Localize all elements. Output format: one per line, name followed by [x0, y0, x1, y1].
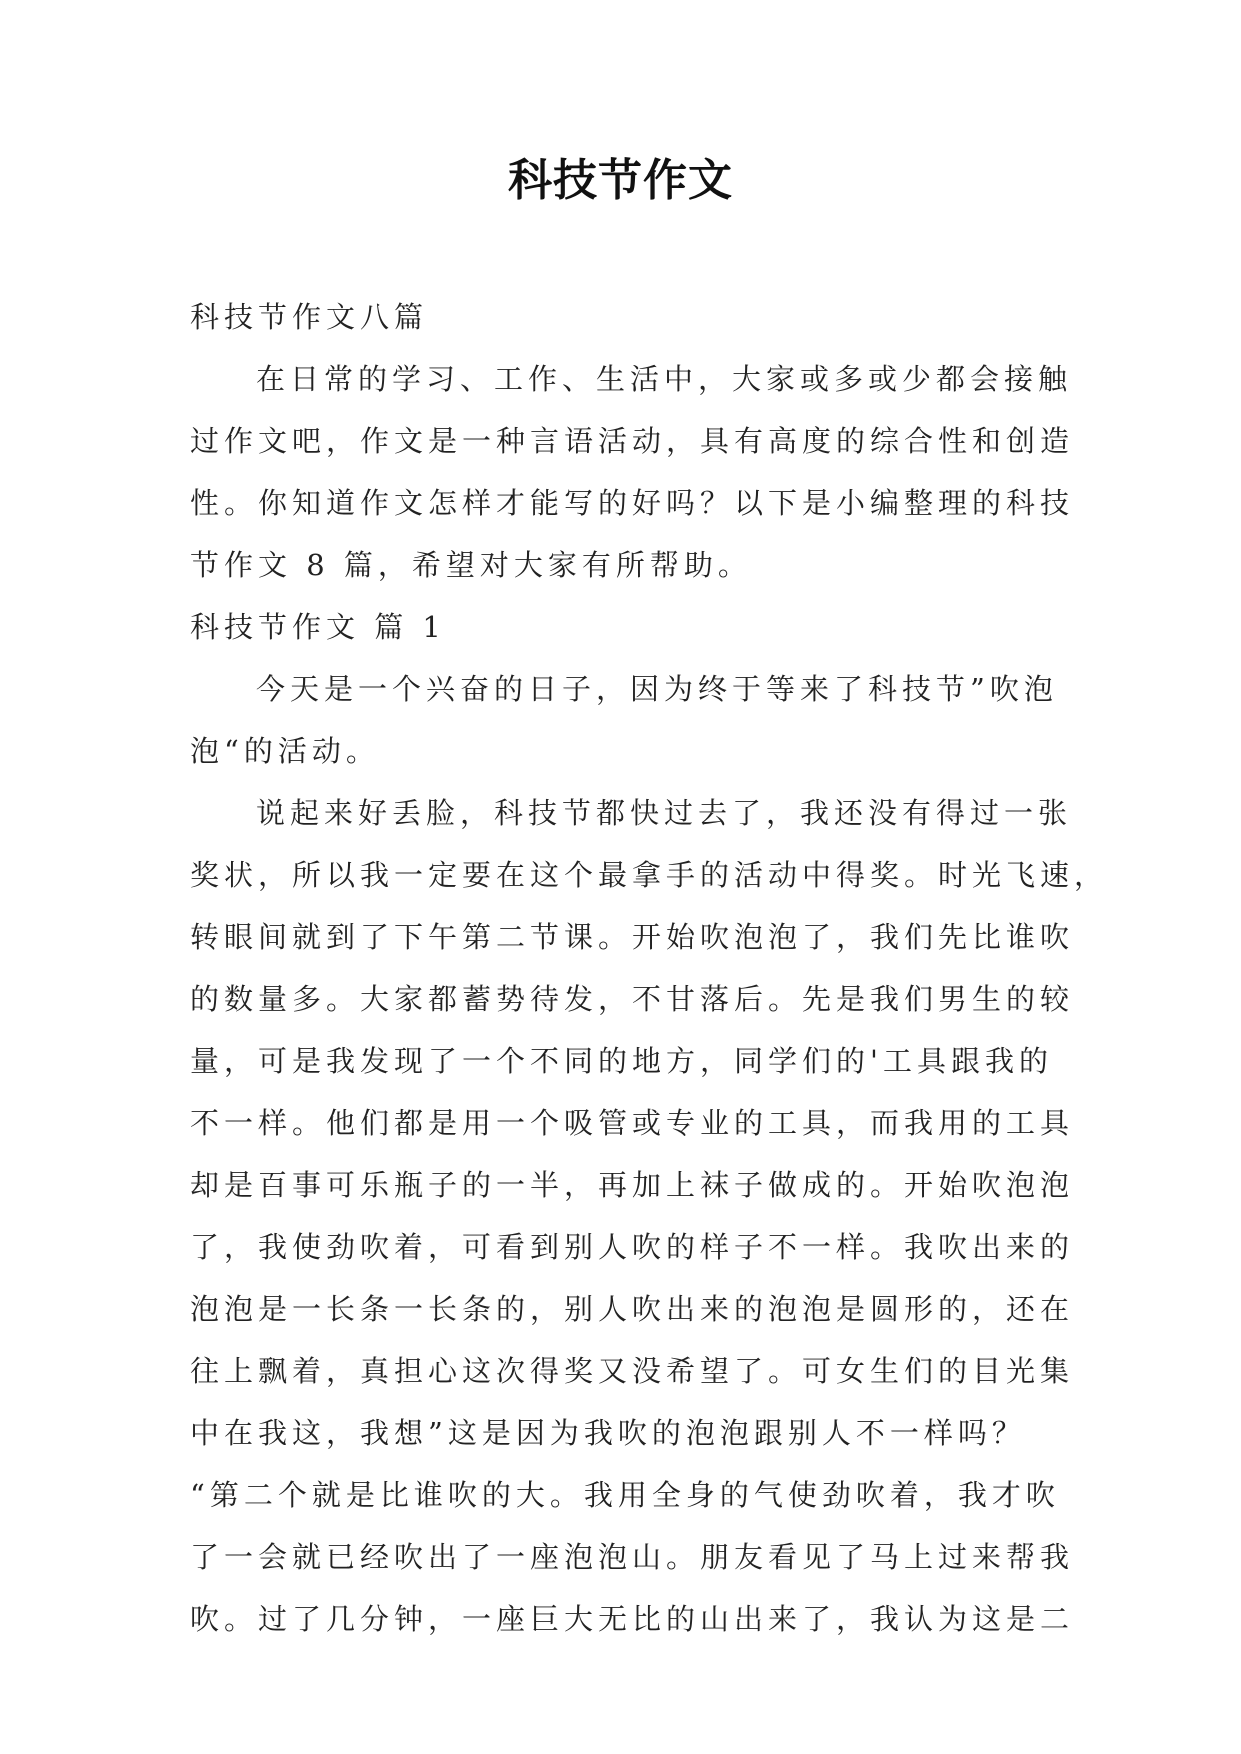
- text-line: 吹。过了几分钟，一座巨大无比的山出来了，我认为这是二: [190, 1602, 1075, 1636]
- text-line: 中在我这，我想”这是因为我吹的泡泡跟别人不一样吗？: [190, 1416, 1026, 1450]
- text-line: 科技节作文八篇: [190, 300, 429, 334]
- text-line: 往上飘着，真担心这次得奖又没希望了。可女生们的目光集: [190, 1354, 1075, 1388]
- text-line: 奖状，所以我一定要在这个最拿手的活动中得奖。时光飞速，: [190, 858, 1109, 892]
- text-line: 量，可是我发现了一个不同的地方，同学们的'工具跟我的: [190, 1044, 1053, 1078]
- text-line: 今天是一个兴奋的日子，因为终于等来了科技节”吹泡: [256, 672, 1058, 706]
- text-line: 性。你知道作文怎样才能写的好吗？以下是小编整理的科技: [190, 486, 1075, 520]
- text-line: 了一会就已经吹出了一座泡泡山。朋友看见了马上过来帮我: [190, 1540, 1075, 1574]
- text-line: 不一样。他们都是用一个吸管或专业的工具，而我用的工具: [190, 1106, 1075, 1140]
- text-line: 泡“的活动。: [190, 734, 380, 768]
- text-line: 在日常的学习、工作、生活中，大家或多或少都会接触: [256, 362, 1073, 396]
- text-line: 过作文吧，作文是一种言语活动，具有高度的综合性和创造: [190, 424, 1075, 458]
- text-line: 的数量多。大家都蓄势待发，不甘落后。先是我们男生的较: [190, 982, 1075, 1016]
- text-line: 节作文 8 篇，希望对大家有所帮助。: [190, 548, 752, 582]
- text-line: 却是百事可乐瓶子的一半，再加上袜子做成的。开始吹泡泡: [190, 1168, 1075, 1202]
- document-body: [190, 286, 1109, 1650]
- text-line: 了，我使劲吹着，可看到别人吹的样子不一样。我吹出来的: [190, 1230, 1075, 1264]
- text-line: 科技节作文 篇 1: [190, 610, 446, 644]
- text-line: “第二个就是比谁吹的大。我用全身的气使劲吹着，我才吹: [190, 1478, 1060, 1512]
- page-title: 科技节作文: [508, 155, 733, 206]
- text-line: 转眼间就到了下午第二节课。开始吹泡泡了，我们先比谁吹: [190, 920, 1075, 954]
- text-line: 泡泡是一长条一长条的，别人吹出来的泡泡是圆形的，还在: [190, 1292, 1075, 1326]
- text-line: 说起来好丢脸，科技节都快过去了，我还没有得过一张: [256, 796, 1073, 830]
